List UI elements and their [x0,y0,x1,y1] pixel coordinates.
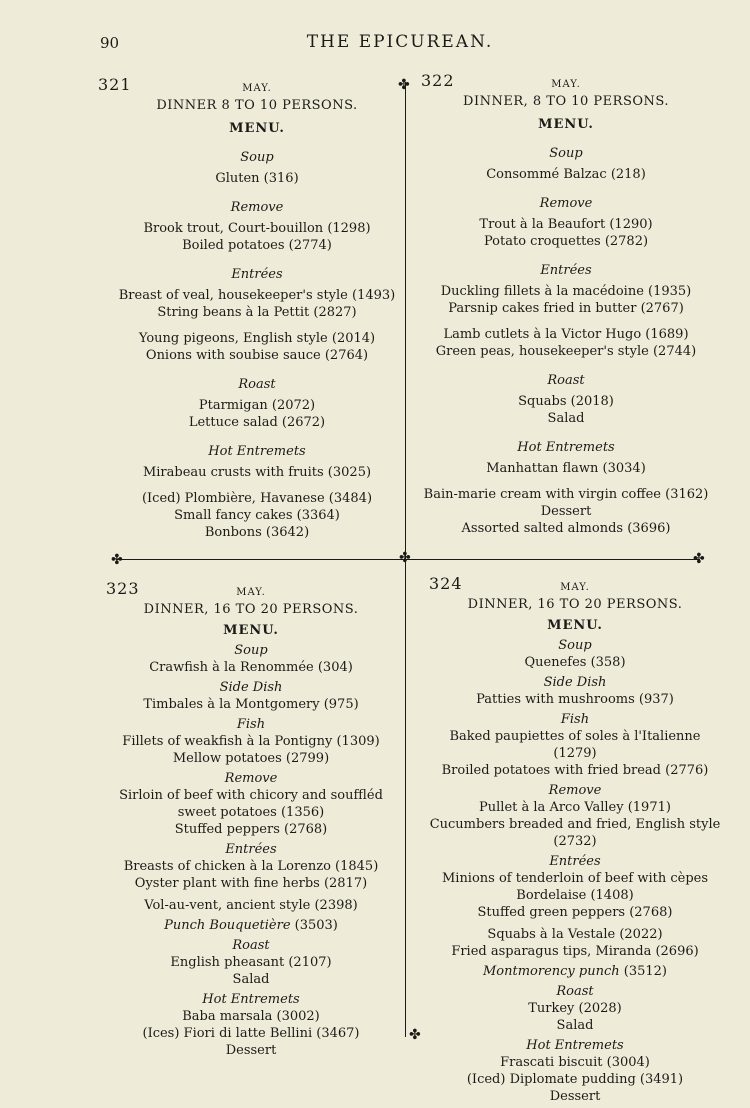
course-name: Remove [539,196,593,211]
menu-322 [421,71,711,537]
course-name: Remove [230,200,284,215]
course-heading [106,642,396,659]
page-number: 90 [100,34,120,52]
ornament-top: ✤ [398,77,410,93]
course-name: Remove [548,783,602,798]
menu-dish: Pullet à la Arco Valley (1971) [479,800,671,815]
menu-dish: Green peas, housekeeper's style (2744) [435,344,697,359]
course-heading [106,679,396,696]
course-heading [429,637,721,654]
course-heading [421,262,711,279]
course-heading [429,963,721,980]
ornament-right: ✤ [693,551,705,567]
course-heading [112,199,402,216]
course-name: Entrées [231,267,283,282]
menu-dish: Mellow potatoes (2799) [172,751,330,766]
course-name: Fish [560,712,590,727]
menu-dish: Patties with mushrooms (937) [476,692,674,707]
course-name: Hot Entremets [526,1038,624,1053]
menu-dish: Sirloin of beef with chicory and souffléd sweet potatoes (1356) [119,788,383,820]
course-name: Hot Entremets [202,992,300,1007]
menu-label: MENU. [229,121,285,136]
menu-dish: Salad [232,972,270,987]
course-heading [429,782,721,799]
menu-dish: Frascati biscuit (3004) [500,1055,650,1070]
course-name: Remove [224,771,278,786]
ornament-center: ✤ [399,550,411,566]
menu-dish: Salad [556,1018,594,1033]
menu-dish: Parsnip cakes fried in butter (2767) [448,301,684,316]
course-heading [421,439,711,456]
menu-dish: Potato croquettes (2782) [483,234,649,249]
course-ref: (3503) [294,918,338,933]
menu-number: 324 [429,574,463,593]
menu-dish: Squabs à la Vestale (2022) [487,927,663,942]
menu-dish: String beans à la Pettit (2827) [157,305,357,320]
menu-dish: Vol-au-vent, ancient style (2398) [144,898,358,913]
menu-dish: Lamb cutlets à la Victor Hugo (1689) [443,327,689,342]
course-ref: (3512) [623,964,668,979]
course-heading [106,770,396,787]
menu-dish: (Ices) Fiori di latte Bellini (3467) [142,1026,360,1041]
course-name: Roast [232,938,270,953]
menu-dish: Baked paupiettes of soles à l'Italienne (1279) [449,729,701,761]
menu-324 [429,574,721,1105]
menu-dish: Assorted salted almonds (3696) [461,521,671,536]
menu-heading: DINNER, 16 TO 20 PERSONS. [467,597,683,612]
course-name: Fish [236,717,266,732]
course-heading [112,376,402,393]
menu-dish: Lettuce salad (2672) [188,415,326,430]
course-name: Soup [240,150,274,165]
menu-dish: Bain-marie cream with virgin coffee (3162) [423,487,709,502]
menu-dish: Quenefes (358) [524,655,626,670]
menu-dish: Brook trout, Court-bouillon (1298) [143,221,371,236]
menu-month: MAY. [551,79,581,90]
menu-heading: DINNER 8 TO 10 PERSONS. [156,98,358,113]
course-name: Roast [556,984,594,999]
course-name: Montmorency punch [482,964,620,979]
menu-dish: Consommé Balzac (218) [486,167,646,182]
menu-dish: Timbales à la Montgomery (975) [143,697,359,712]
course-name: Hot Entremets [517,440,615,455]
menu-dish: Small fancy cakes (3364) [174,508,340,523]
menu-dish: Dessert [225,1043,277,1058]
course-name: Soup [234,643,268,658]
course-heading [106,716,396,733]
course-heading [429,853,721,870]
course-name: Soup [549,146,583,161]
menu-dish: Dessert [549,1089,601,1104]
menu-dish: Young pigeons, English style (2014) [138,331,376,346]
course-heading [112,149,402,166]
course-name: Punch Bouquetière [164,918,291,933]
menu-number: 321 [98,75,132,94]
course-heading [429,983,721,1000]
menu-dish: Breast of veal, housekeeper's style (1493) [118,288,396,303]
course-heading [112,266,402,283]
menu-dish: Breasts of chicken à la Lorenzo (1845) [123,859,379,874]
menu-dish: Bonbons (3642) [204,525,310,540]
ornament-bottom: ✤ [409,1027,421,1043]
menu-dish: Boiled potatoes (2774) [182,238,332,253]
menu-label: MENU. [547,618,603,633]
menu-dish: Ptarmigan (2072) [198,398,316,413]
course-heading [429,1037,721,1054]
course-heading [429,674,721,691]
course-heading [421,195,711,212]
menu-dish: Trout à la Beaufort (1290) [479,217,653,232]
menu-dish: Crawfish à la Renommée (304) [149,660,353,675]
menu-heading: DINNER, 8 TO 10 PERSONS. [463,94,669,109]
menu-dish: Fried asparagus tips, Miranda (2696) [451,944,699,959]
menu-dish: Broiled potatoes with fried bread (2776) [441,763,709,778]
running-title: THE EPICUREAN. [306,32,494,52]
menu-dish: Turkey (2028) [528,1001,622,1016]
course-name: Entrées [549,854,601,869]
course-heading [421,145,711,162]
menu-dish: Cucumbers breaded and fried, English style (2732) [429,817,721,849]
menu-dish: Fillets of weakfish à la Pontigny (1309) [122,734,380,749]
course-name: Entrées [540,263,592,278]
menu-dish: Salad [547,411,585,426]
menu-dish: Onions with soubise sauce (2764) [145,348,369,363]
menu-month: MAY. [236,587,266,598]
course-heading [106,991,396,1008]
course-heading [421,372,711,389]
course-name: Roast [238,377,276,392]
menu-dish: Mirabeau crusts with fruits (3025) [142,465,372,480]
course-heading [429,711,721,728]
menu-dish: Stuffed peppers (2768) [174,822,328,837]
menu-dish: Gluten (316) [215,171,299,186]
menu-label: MENU. [223,623,279,638]
menu-heading: DINNER, 16 TO 20 PERSONS. [143,602,359,617]
menu-dish: (Iced) Diplomate pudding (3491) [466,1072,684,1087]
ornament-left: ✤ [111,552,123,568]
course-name: Side Dish [219,680,283,695]
course-name: Soup [558,638,592,653]
menu-323 [106,579,396,1059]
menu-dish: Squabs (2018) [518,394,614,409]
menu-dish: (Iced) Plombière, Havanese (3484) [141,491,373,506]
menu-321 [98,75,402,541]
course-name: Side Dish [543,675,607,690]
menu-label: MENU. [538,117,594,132]
menu-number: 323 [106,579,140,598]
menu-dish: Baba marsala (3002) [182,1009,320,1024]
course-name: Hot Entremets [208,444,306,459]
menu-month: MAY. [242,83,272,94]
menu-dish: Duckling fillets à la macédoine (1935) [440,284,692,299]
course-name: Entrées [225,842,277,857]
menu-dish: Stuffed green peppers (2768) [477,905,673,920]
course-heading [112,443,402,460]
menu-dish: Manhattan flawn (3034) [486,461,646,476]
menu-month: MAY. [560,582,590,593]
menu-dish: Minions of tenderloin of beef with cèpes Bordelaise (1408) [441,871,709,903]
menu-dish: Dessert [540,504,592,519]
course-heading [106,841,396,858]
course-heading [106,917,396,934]
course-heading [106,937,396,954]
menu-dish: English pheasant (2107) [170,955,332,970]
course-name: Roast [547,373,585,388]
menu-dish: Oyster plant with fine herbs (2817) [134,876,368,891]
menu-number: 322 [421,71,455,90]
